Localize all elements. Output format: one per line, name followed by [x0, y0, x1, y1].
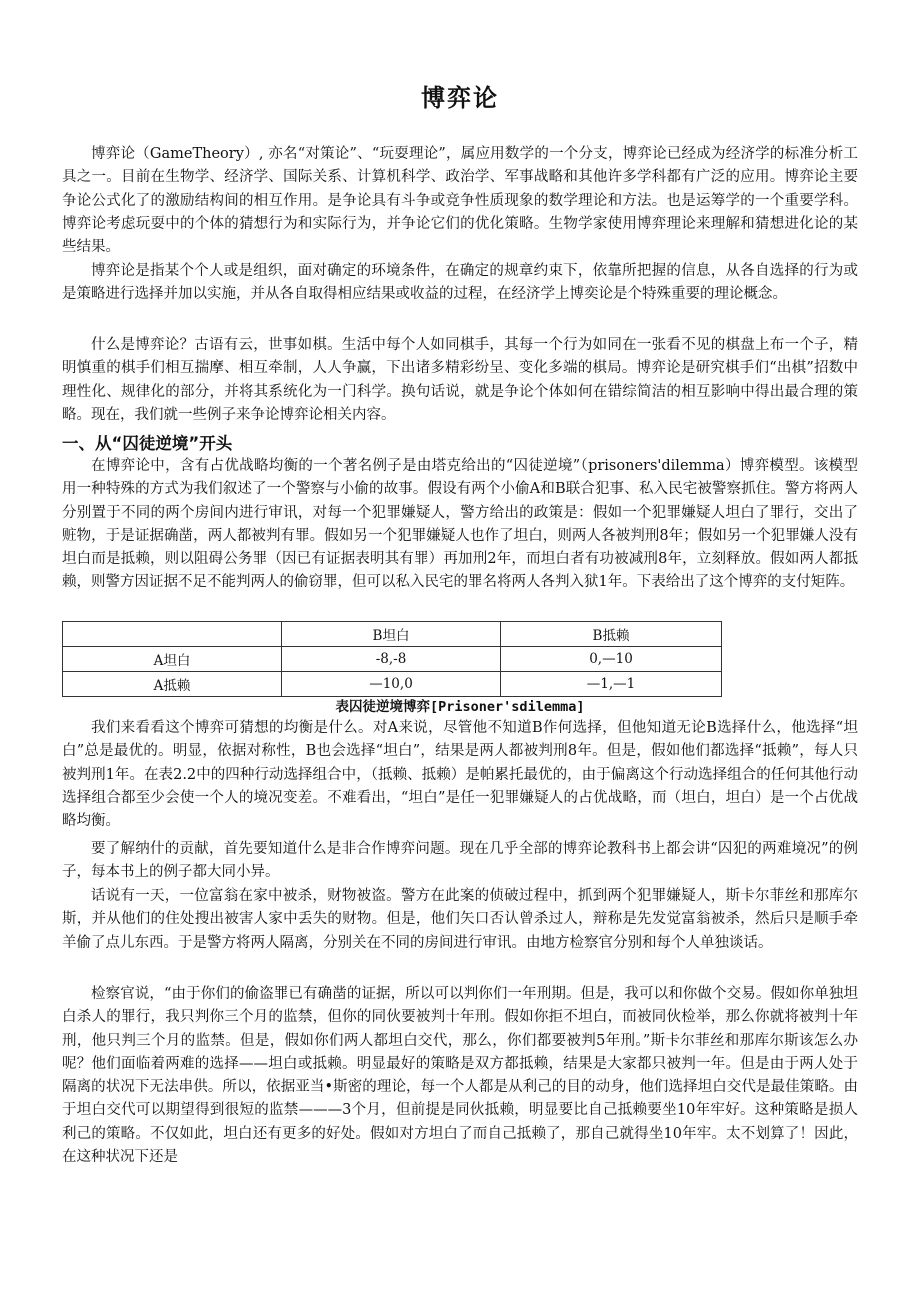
prisoner-intro-paragraph: 在博弈论中，含有占优战略均衡的一个著名例子是由塔克给出的“囚徒逆境”（prisoners'dilemma）博弈模型。该模型用一种特殊的方式为我们叙述了一个警察与小偷的故事。假设有两个小偷A和B联合犯事、私入民宅被警察抓住。警方将两人分别置于不同的两个房间内进行审讯，对每一个犯罪嫌疑人，警方给出的政策是：假如一个犯罪嫌疑人坦白了罪行，交出了赃物，于是证据确凿，两人都被判有罪。假如另一个犯罪嫌疑人也作了坦白，则两人各被判刑8年；假如另一个犯罪嫌人没有坦白而是抵赖，则以阻碍公务罪（因已有证据表明其有罪）再加刑2年，而坦白者有功被减刑8年，立刻释放。假如两人都抵赖，则警方因证据不足不能判两人的偷窃罪，但可以私入民宅的罪名将两人各判入狱1年。下表给出了这个博弈的支付矩阵。: [62, 458, 858, 591]
table-row-label: A坦白: [63, 647, 282, 672]
table-header-cell: [63, 622, 282, 647]
body-paragraph-2: 要了解纳什的贡献，首先要知道什么是非合作博弈问题。现在几乎全部的博弈论教科书上都会讲“囚犯的两难境况”的例子，每本书上的例子都大同小异。: [62, 841, 858, 881]
table-cell: —1,—1: [501, 672, 722, 697]
table-cell: 0,—10: [501, 647, 722, 672]
page-title: 博弈论: [421, 84, 499, 112]
section-heading: 一、从“囚徒逆境”开头: [62, 434, 233, 453]
body-paragraph-1: 我们来看看这个博弈可猜想的均衡是什么。对A来说，尽管他不知道B作何选择，但他知道无论B选择什么，他选择“坦白”总是最优的。明显，依据对称性，B也会选择“坦白”，结果是两人都被判刑8年。但是，假如他们都选择“抵赖”，每人只被判刑1年。在表2.2中的四种行动选择组合中，（抵赖、抵赖）是帕累托最优的，由于偏离这个行动选择组合的任何其他行动选择组合都至少会使一个人的境况变差。不难看出，“坦白”是任一犯罪嫌疑人的占优战略，而（坦白，坦白）是一个占优战略均衡。: [62, 720, 858, 830]
body-paragraph-4: 检察官说，“由于你们的偷盗罪已有确凿的证据，所以可以判你们一年刑期。但是，我可以和你做个交易。假如你单独坦白杀人的罪行，我只判你三个月的监禁，但你的同伙要被判十年刑。假如你拒不坦白，而被同伙检举，那么你就将被判十年刑，他只判三个月的监禁。但是，假如你们两人都坦白交代，那么，你们都要被判5年刑。”斯卡尔菲丝和那库尔斯该怎么办呢？他们面临着两难的选择——坦白或抵赖。明显最好的策略是双方都抵赖，结果是大家都只被判一年。但是由于两人处于隔离的状况下无法串供。所以，依据亚当•斯密的理论，每一个人都是从利己的目的动身，他们选择坦白交代是最佳策略。由于坦白交代可以期望得到很短的监禁———3个月，但前提是同伙抵赖，明显要比自己抵赖要坐10年牢好。这种策略是损人利己的策略。不仅如此，坦白还有更多的好处。假如对方坦白了而自己抵赖了，那自己就得坐10年牢。太不划算了！因此，在这种状况下还是: [62, 986, 858, 1166]
table-cell: -8,-8: [282, 647, 501, 672]
intro-paragraph-3: 什么是博弈论？古语有云，世事如棋。生活中每个人如同棋手，其每一个行为如同在一张看不见的棋盘上布一个子，精明慎重的棋手们相互揣摩、相互牵制，人人争赢，下出诸多精彩纷呈、变化多端的棋局。博弈论是研究棋手们“出棋”招数中理性化、规律化的部分，并将其系统化为一门科学。换句话说，就是争论个体如何在错综简洁的相互影响中得出最合理的策略。现在，我们就一些例子来争论博弈论相关内容。: [62, 337, 858, 423]
payoff-matrix-table: [62, 621, 722, 697]
table-row: [63, 672, 722, 697]
intro-paragraph-2: 博弈论是指某个个人或是组织，面对确定的环境条件，在确定的规章约束下，依靠所把握的信息，从各自选择的行为或是策略进行选择并加以实施，并从各自取得相应结果或收益的过程，在经济学上博奕论是个特殊重要的理论概念。: [62, 263, 858, 303]
table-caption: 表囚徒逆境博弈[Prisoner'sdilemma]: [335, 699, 585, 715]
table-header-cell: B抵赖: [501, 622, 722, 647]
intro-paragraph-1: 博弈论（GameTheory）, 亦名“对策论”、“玩耍理论”，属应用数学的一个分支，博弈论已经成为经济学的标准分析工具之一。目前在生物学、经济学、国际关系、计算机科学、政治学、军事战略和其他许多学科都有广泛的应用。博弈论主要争论公式化了的激励结构间的相互作用。是争论具有斗争或竞争性质现象的数学理论和方法。也是运筹学的一个重要学科。博弈论考虑玩耍中的个体的猜想行为和实际行为，并争论它们的优化策略。生物学家使用博弈理论来理解和猜想进化论的某些结果。: [62, 146, 858, 256]
table-row: [63, 647, 722, 672]
table-header-cell: B坦白: [282, 622, 501, 647]
table-row-label: A抵赖: [63, 672, 282, 697]
table-cell: —10,0: [282, 672, 501, 697]
table-header-row: [63, 622, 722, 647]
body-paragraph-3: 话说有一天，一位富翁在家中被杀，财物被盗。警方在此案的侦破过程中，抓到两个犯罪嫌疑人，斯卡尔菲丝和那库尔斯，并从他们的住处搜出被害人家中丢失的财物。但是，他们矢口否认曾杀过人，辩称是先发觉富翁被杀，然后只是顺手牵羊偷了点儿东西。于是警方将两人隔离，分别关在不同的房间进行审讯。由地方检察官分别和每个人单独谈话。: [62, 888, 858, 951]
